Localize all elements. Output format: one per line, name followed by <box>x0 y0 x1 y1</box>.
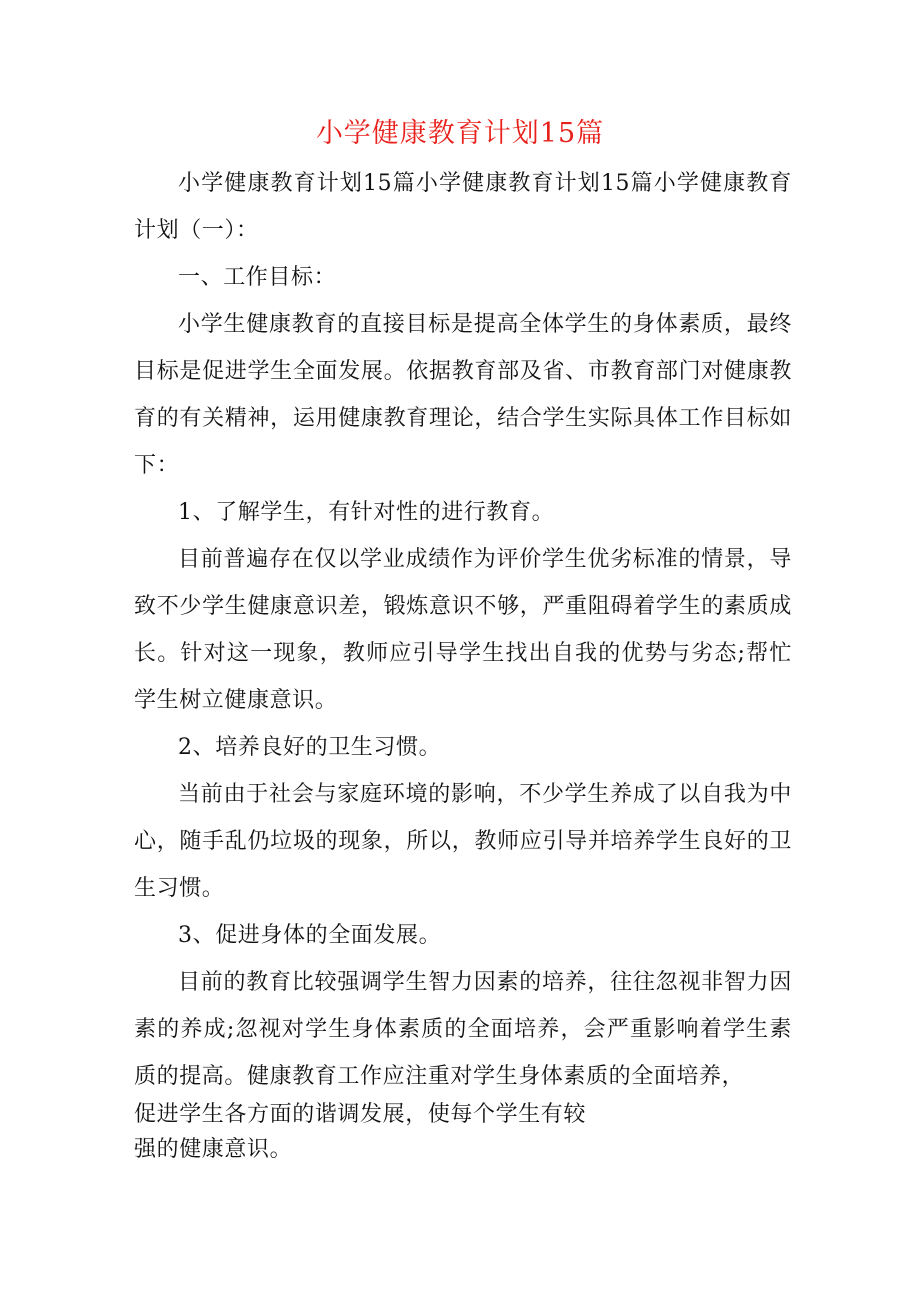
paragraph-item-1-body: 目前普遍存在仅以学业成绩作为评价学生优劣标准的情景，导致不少学生健康意识差，锻炼意识不够，严重阻碍着学生的素质成长。针对这一现象，教师应引导学生找出自我的优势与劣态;帮忙学生树立健康意识。 <box>134 547 792 713</box>
paragraph-intro: 小学健康教育计划15篇小学健康教育计划15篇小学健康教育计划（一）： <box>134 171 792 243</box>
paragraph-tail <box>134 1097 586 1167</box>
paragraph-goals: 小学生健康教育的直接目标是提高全体学生的身体素质，最终目标是促进学生全面发展。依据教育部及省、市教育部门对健康教育的有关精神，运用健康教育理论，结合学生实际具体工作目标如下： <box>134 312 792 478</box>
paragraph-item-2-body: 当前由于社会与家庭环境的影响，不少学生养成了以自我为中心，随手乱仍垃圾的现象，所以，教师应引导并培养学生良好的卫生习惯。 <box>134 782 792 901</box>
paragraph-item-2: 2、培养良好的卫生习惯。 <box>178 735 442 760</box>
document-title: 小学健康教育计划15篇 <box>315 118 605 149</box>
paragraph-item-3-body: 目前的教育比较强调学生智力因素的培养，往往忽视非智力因素的养成;忽视对学生身体素质的全面培养，会严重影响着学生素质的提高。健康教育工作应注重对学生身体素质的全面培养， <box>134 970 792 1089</box>
paragraph-item-3: 3、促进身体的全面发展。 <box>178 923 442 948</box>
document-body <box>134 160 792 1100</box>
tail-line-1: 促进学生各方面的谐调发展，使每个学生有较 <box>134 1102 587 1127</box>
paragraph-section-heading: 一、工作目标： <box>178 265 337 290</box>
paragraph-item-1: 1、了解学生，有针对性的进行教育。 <box>178 500 555 525</box>
tail-line-2: 强的健康意识。 <box>134 1137 293 1162</box>
